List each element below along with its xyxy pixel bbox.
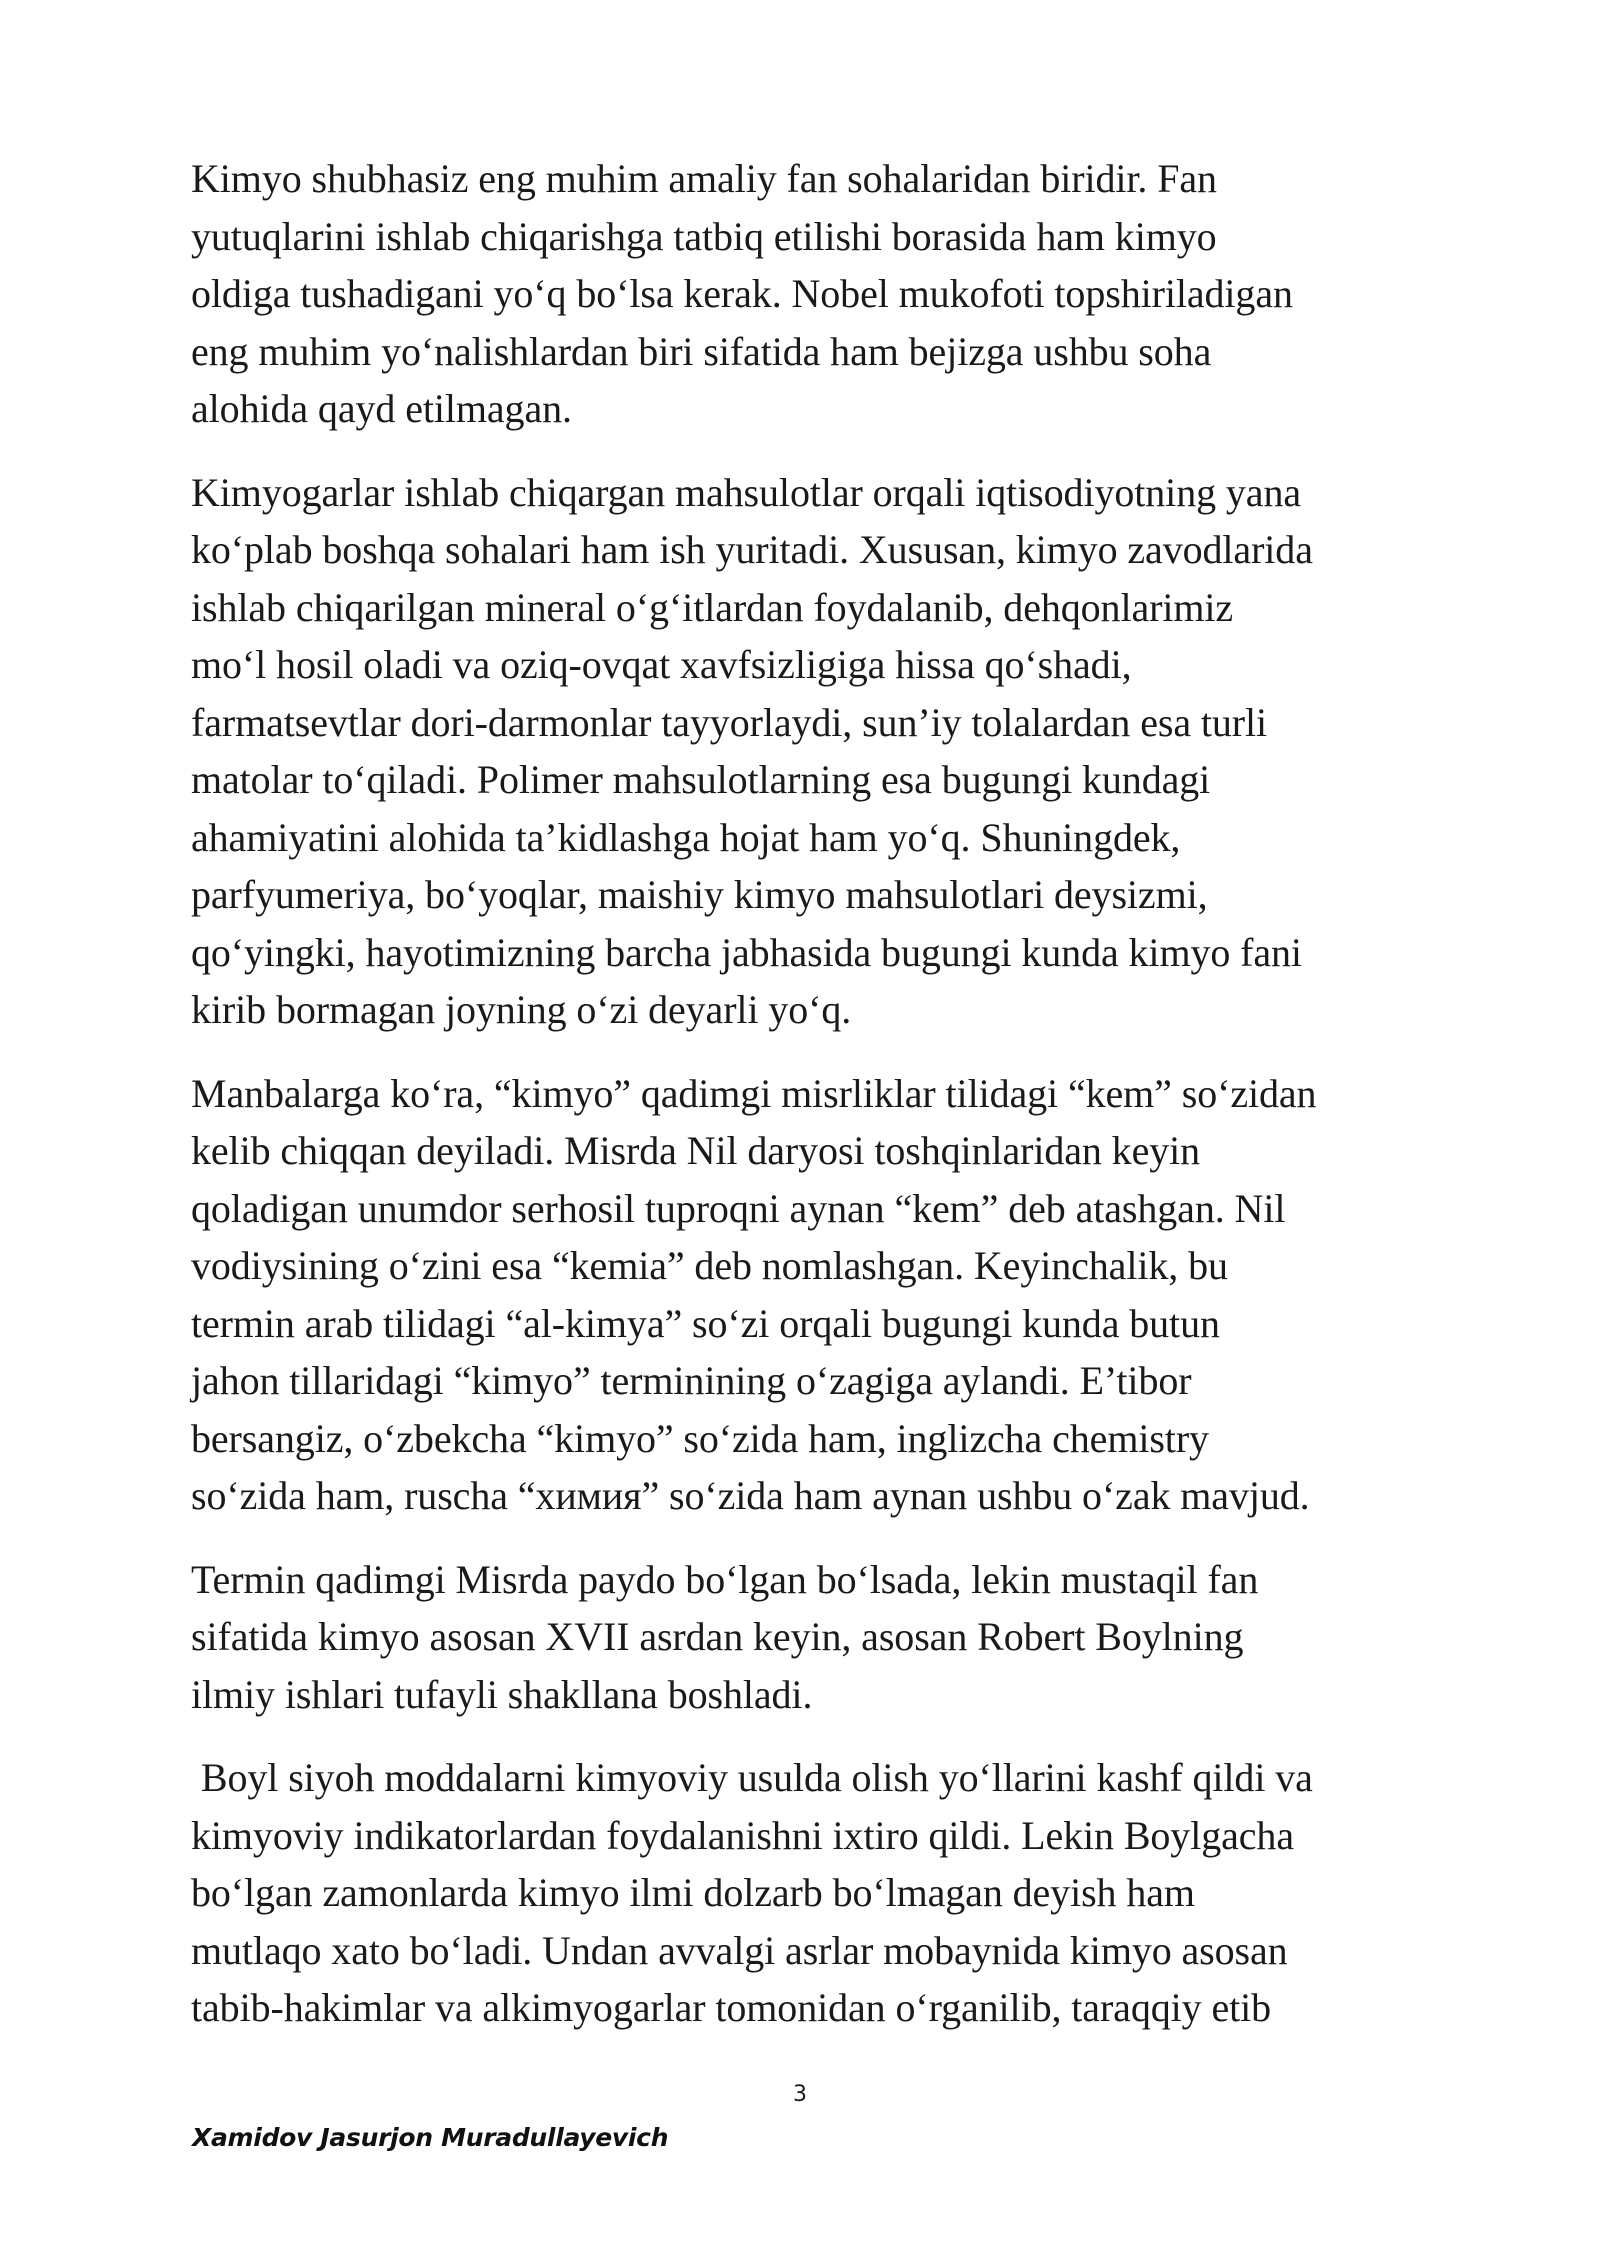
- text-line: parfyumeriya, bo‘yoqlar, maishiy kimyo mahsulotlari deysizmi,: [191, 872, 1208, 917]
- text-line: jahon tillaridagi “kimyo” terminining o‘zagiga aylandi. E’tibor: [191, 1358, 1192, 1403]
- text-line: kirib bormagan joyning o‘zi deyarli yo‘q.: [191, 987, 852, 1032]
- text-line: Termin qadimgi Misrda paydo bo‘lgan bo‘lsada, lekin mustaqil fan: [191, 1556, 1259, 1602]
- text-line: bo‘lgan zamonlarda kimyo ilmi dolzarb bo‘lmagan deyish ham: [191, 1870, 1195, 1915]
- text-line: farmatsevtlar dori-darmonlar tayyorlaydi, sun’iy tolalardan esa turli: [191, 699, 1268, 745]
- paragraph-5: [191, 1749, 1431, 2037]
- text-line: ishlab chiqarilgan mineral o‘g‘itlardan foydalanib, dehqonlarimiz: [191, 584, 1234, 630]
- text-line: yutuqlarini ishlab chiqarishga tatbiq etilishi borasida ham kimyo: [191, 213, 1217, 259]
- text-line: Kimyogarlar ishlab chiqargan mahsulotlar orqali iqtisodiyotning yana: [191, 469, 1301, 515]
- text-line: Boyl siyoh moddalarni kimyoviy usulda olish yo‘llarini kashf qildi va: [191, 1755, 1313, 1800]
- text-line: mo‘l hosil oladi va oziq-ovqat xavfsizligiga hissa qo‘shadi,: [191, 642, 1132, 687]
- text-line: alohida qayd etilmagan.: [191, 386, 572, 431]
- footer-author-name: Xamidov Jasurjon Muradullayevich: [192, 2123, 669, 2152]
- text-line: so‘zida ham, ruscha “химия” so‘zida ham aynan ushbu o‘zak mavjud.: [191, 1473, 1310, 1518]
- text-line: ilmiy ishlari tufayli shakllana boshladi.: [191, 1671, 813, 1717]
- text-line: bersangiz, o‘zbekcha “kimyo” so‘zida ham, inglizcha chemistry: [191, 1415, 1209, 1461]
- text-line: eng muhim yo‘nalishlardan biri sifatida ham bejizga ushbu soha: [191, 328, 1212, 374]
- text-line: Kimyo shubhasiz eng muhim amaliy fan sohalaridan biridir. Fan: [191, 156, 1217, 201]
- text-line: qo‘yingki, hayotimizning barcha jabhasida bugungi kunda kimyo fani: [191, 929, 1302, 975]
- text-line: mutlaqo xato bo‘ladi. Undan avvalgi asrlar mobaynida kimyo asosan: [191, 1927, 1288, 1973]
- text-line: ko‘plab boshqa sohalari ham ish yuritadi. Xususan, kimyo zavodlarida: [191, 527, 1313, 572]
- page-number: 3: [793, 2082, 807, 2107]
- text-line: ahamiyatini alohida ta’kidlashga hojat ham yo‘q. Shuningdek,: [191, 814, 1181, 860]
- text-line: kimyoviy indikatorlardan foydalanishni ixtiro qildi. Lekin Boylgacha: [191, 1812, 1294, 1858]
- paragraph-4: [191, 1551, 1431, 1724]
- text-line: sifatida kimyo asosan XVII asrdan keyin, asosan Robert Boylning: [191, 1614, 1244, 1659]
- document-body: [191, 150, 1431, 2063]
- paragraph-2: [191, 464, 1431, 1039]
- paragraph-3: [191, 1065, 1431, 1525]
- text-line: qoladigan unumdor serhosil tuproqni aynan “kem” deb atashgan. Nil: [191, 1185, 1286, 1231]
- text-line: matolar to‘qiladi. Polimer mahsulotlarning esa bugungi kundagi: [191, 757, 1211, 802]
- text-line: oldiga tushadigani yo‘q bo‘lsa kerak. Nobel mukofoti topshiriladigan: [191, 271, 1293, 316]
- paragraph-1: [191, 150, 1431, 438]
- text-line: termin arab tilidagi “al-kimya” so‘zi orqali bugungi kunda butun: [191, 1300, 1220, 1346]
- text-line: vodiysining o‘zini esa “kemia” deb nomlashgan. Keyinchalik, bu: [191, 1243, 1228, 1288]
- text-line: Manbalarga ko‘ra, “kimyo” qadimgi misrliklar tilidagi “kem” so‘zidan: [191, 1070, 1317, 1116]
- text-line: tabib-hakimlar va alkimyogarlar tomonidan o‘rganilib, taraqqiy etib: [191, 1985, 1272, 2030]
- text-line: kelib chiqqan deyiladi. Misrda Nil daryosi toshqinlaridan keyin: [191, 1128, 1201, 1173]
